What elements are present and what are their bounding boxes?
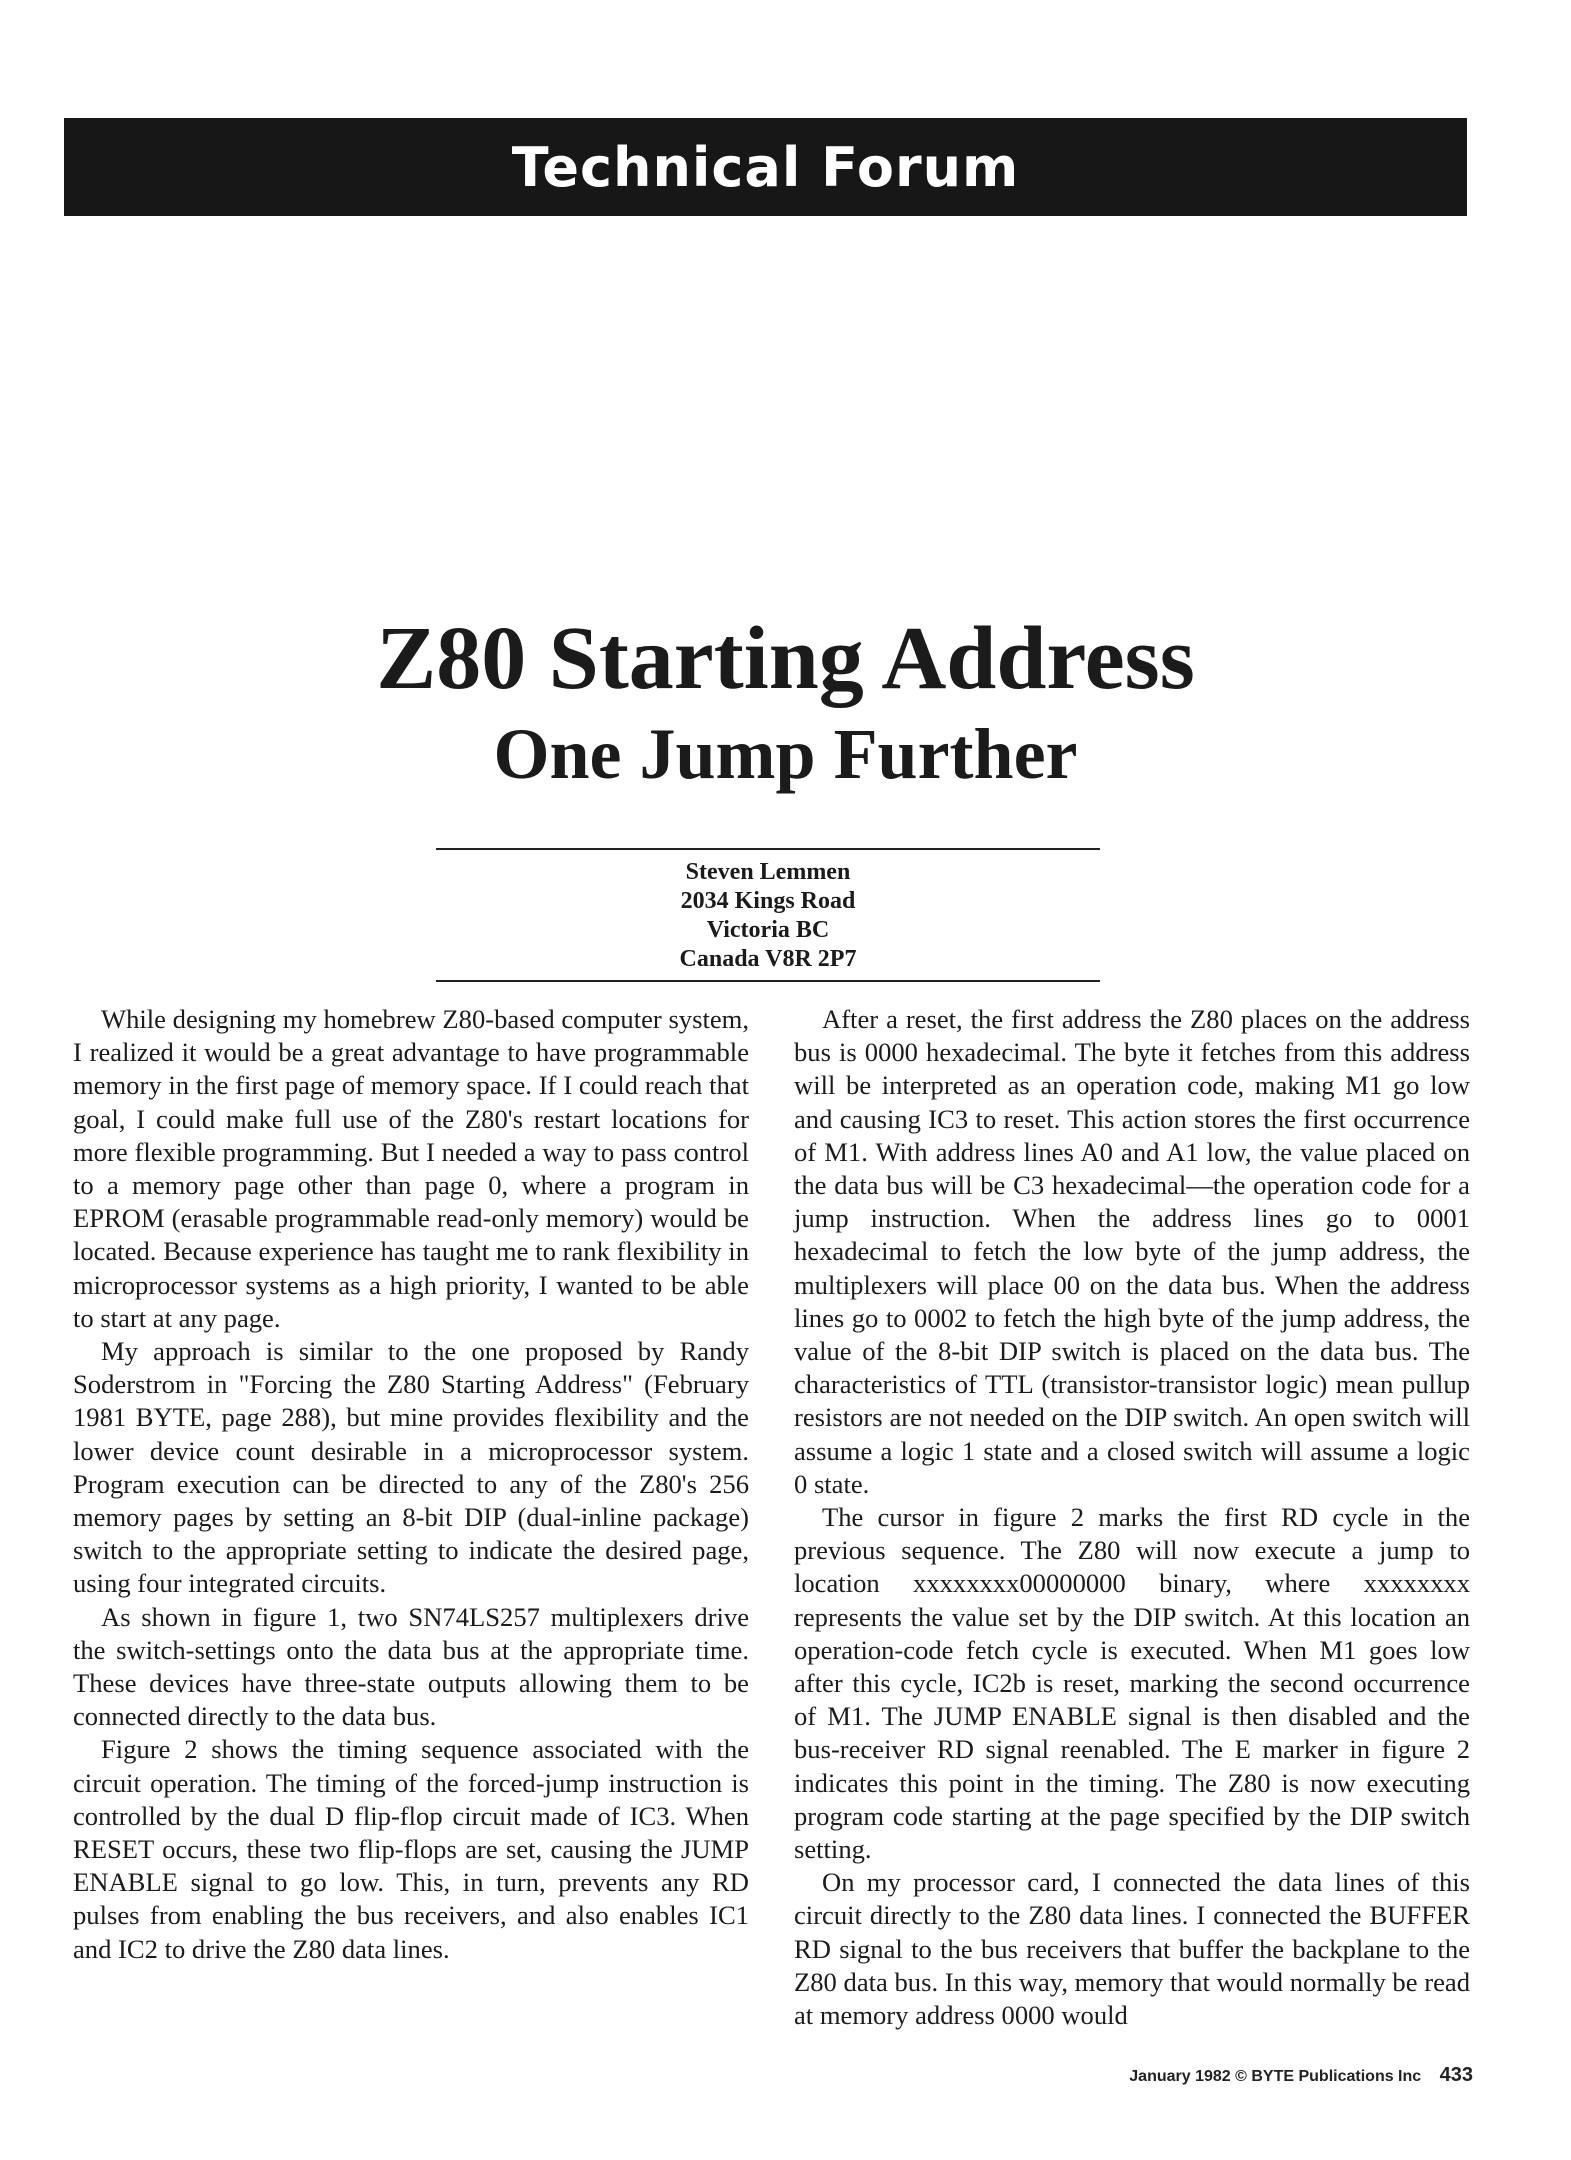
paragraph: On my processor card, I connected the data lines of this circuit directly to the Z80 data lines. I connected the BUFFER RD signal to the bus receivers that buffer the backplane to the Z80 data bus. In this way, memory that would normally be read at memory address 0000 would (794, 1867, 1470, 2031)
section-banner (64, 118, 1467, 216)
author-byline (436, 858, 1100, 974)
author-city: Victoria BC (706, 917, 830, 943)
paragraph: After a reset, the first address the Z80 places on the address bus is 0000 hexadecimal. The byte it fetches from this address will be interpreted as an operation code, making M1 go low and causing IC3 to reset. This action stores the first occurrence of M1. With address lines A0 and A1 low, the value placed on the data bus will be C3 hexadecimal—the operation code for a jump instruction. When the address lines go to 0001 hexadecimal to fetch the low byte of the jump address, the multiplexers will place 00 on the data bus. When the address lines go to 0002 to fetch the high byte of the jump address, the value of the 8-bit DIP switch is placed on the data bus. The characteristics of TTL (transistor-transistor logic) mean pullup resistors are not needed on the DIP switch. An open switch will assume a logic 1 state and a closed switch will assume a logic 0 state. (794, 1004, 1470, 1499)
paragraph: Figure 2 shows the timing sequence associated with the circuit operation. The timing of the forced-jump instruction is controlled by the dual D flip-flop circuit made of IC3. When RESET occurs, these two flip-flops are set, causing the JUMP ENABLE signal to go low. This, in turn, prevents any RD pulses from enabling the bus receivers, and also enables IC1 and IC2 to drive the Z80 data lines. (73, 1734, 749, 1964)
body-column-left (73, 1003, 749, 1966)
article-subtitle: One Jump Further (493, 713, 1078, 794)
byline-bottom-rule (436, 980, 1100, 982)
author-country-postal: Canada V8R 2P7 (679, 946, 857, 972)
paragraph: The cursor in figure 2 marks the first RD cycle in the previous sequence. The Z80 will now execute a jump to location xxxxxxxx00000000 binary, where xxxxxxxx represents the value set by the DIP switch. At this location an operation-code fetch cycle is executed. When M1 goes low after this cycle, IC2b is reset, marking the second occurrence of M1. The JUMP ENABLE signal is then disabled and the bus-receiver RD signal reenabled. The E marker in figure 2 indicates this point in the timing. The Z80 is now executing program code starting at the page specified by the DIP switch setting. (794, 1502, 1470, 1865)
page-footer (1129, 2064, 1473, 2087)
article-header (0, 609, 1571, 794)
body-column-right (794, 1003, 1470, 2032)
banner-title: Technical Forum (511, 135, 1020, 199)
paragraph: As shown in figure 1, two SN74LS257 multiplexers drive the switch-settings onto the data bus at the appropriate time. These devices have three-state outputs allowing them to be connected directly to the data bus. (73, 1601, 749, 1732)
paragraph: While designing my homebrew Z80-based computer system, I realized it would be a great advantage to have programmable memory in the first page of memory space. If I could reach that goal, I could make full use of the Z80's restart locations for more flexible programming. But I needed a way to pass control to a memory page other than page 0, where a program in EPROM (erasable programmable read-only memory) would be located. Because experience has taught me to rank flexibility in microprocessor systems as a high priority, I wanted to be able to start at any page. (73, 1004, 749, 1333)
page-number: 433 (1439, 2064, 1473, 2086)
author-street: 2034 Kings Road (680, 888, 856, 914)
footer-credit: January 1982 © BYTE Publications Inc (1129, 2068, 1422, 2085)
article-title: Z80 Starting Address (376, 609, 1195, 708)
byline-top-rule (436, 848, 1100, 850)
paragraph: My approach is similar to the one proposed by Randy Soderstrom in "Forcing the Z80 Starting Address" (February 1981 BYTE, page 288), but mine provides flexibility and the lower device count desirable in a microprocessor system. Program execution can be directed to any of the Z80's 256 memory pages by setting an 8-bit DIP (dual-inline package) switch to the appropriate setting to indicate the desired page, using four integrated circuits. (73, 1336, 749, 1599)
author-name: Steven Lemmen (685, 859, 851, 885)
